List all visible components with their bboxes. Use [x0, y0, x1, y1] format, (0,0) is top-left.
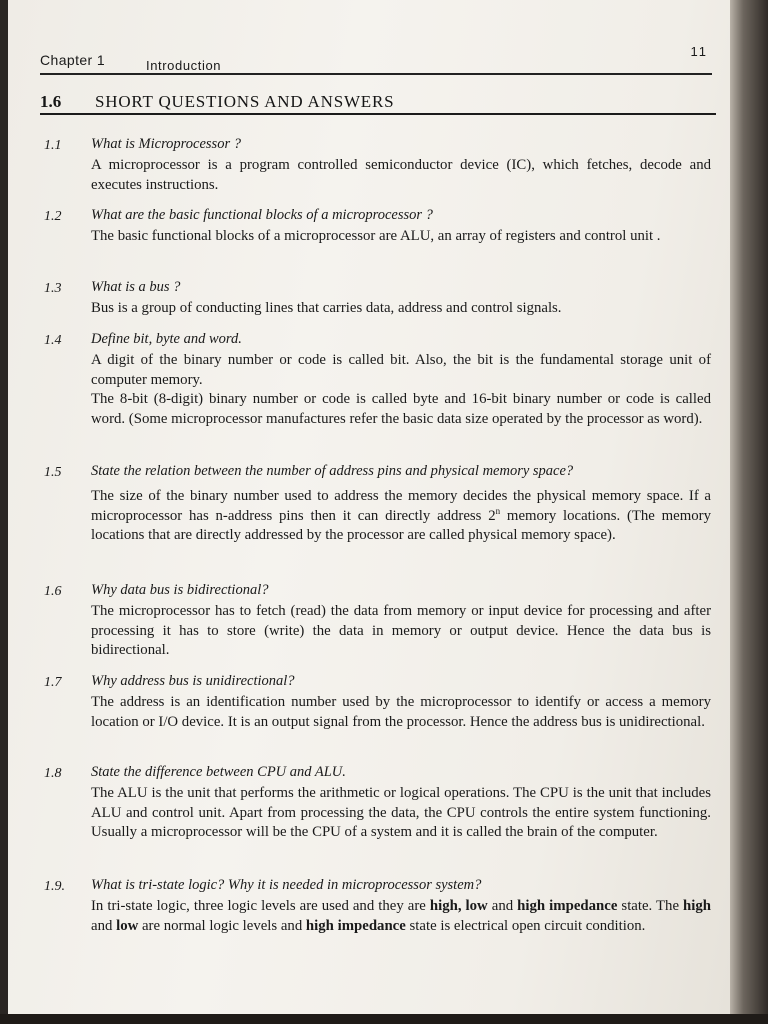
answer-bold-term: high	[683, 898, 712, 914]
answer-part: The size of the binary number used to address the memory decides the physical memory space. If a microprocessor has n-address pins then it can directly address 2	[91, 488, 711, 524]
answer-paragraph: The 8-bit (8-digit) binary number or code is called byte and 16-bit binary number or code is called word. (Some microprocessor manufactures refer the basic data size operated by the processor as word).	[91, 391, 711, 427]
answer-paragraph: A microprocessor is a program controlled semiconductor device (IC), which fetches, decode and executes instructions.	[91, 157, 711, 193]
question-number: 1.1	[44, 138, 62, 153]
answer-paragraph: The address is an identification number used by the microprocessor to identify or access a memory location or I/O device. It is an output signal from the processor. Hence the address bus is unidirectional.	[91, 694, 711, 730]
question-text: What is Microprocessor ?	[91, 136, 241, 152]
question-number: 1.4	[44, 333, 62, 348]
question-text: State the relation between the number of address pins and physical memory space?	[91, 463, 574, 479]
page-bottom-shadow	[0, 1014, 768, 1024]
answer-text	[91, 227, 711, 247]
question-number: 1.9.	[44, 879, 65, 894]
question-number: 1.5	[44, 465, 62, 480]
answer-paragraph: A digit of the binary number or code is called bit. Also, the bit is the fundamental storage unit of computer memory.	[91, 352, 711, 388]
answer-run: state. The	[617, 898, 684, 914]
section-rule	[40, 113, 716, 115]
chapter-label: Chapter 1	[40, 52, 106, 68]
question-number: 1.6	[44, 584, 62, 599]
section-number: 1.6	[40, 92, 62, 111]
answer-text	[91, 784, 711, 843]
section-heading	[40, 92, 712, 114]
answer-text	[91, 156, 711, 195]
answer-text	[91, 351, 711, 429]
answer-paragraph	[91, 487, 711, 546]
question-number: 1.8	[44, 766, 62, 781]
answer-run: are normal logic levels and	[138, 917, 306, 934]
answer-text	[91, 299, 711, 319]
running-header	[40, 44, 708, 74]
answer-bold-term: high impedance	[305, 917, 406, 934]
answer-run: and	[91, 917, 117, 934]
superscript: n	[495, 505, 501, 516]
question-number: 1.3	[44, 281, 62, 296]
answer-paragraph: Bus is a group of conducting lines that carries data, address and control signals.	[91, 300, 562, 316]
answer-paragraph: The ALU is the unit that performs the arithmetic or logical operations. The CPU is the unit that includes ALU and control unit. Apart from processing the data, the CPU controls the entire system functioning. Usually a microprocessor will be the CPU of a system and it is called the brain of the computer.	[91, 785, 711, 840]
question-text: Why data bus is bidirectional?	[91, 582, 269, 598]
question-text: State the difference between CPU and ALU.	[91, 764, 346, 780]
page-number: 11	[690, 44, 708, 59]
answer-run: In tri-state logic, three logic levels are used and they are	[91, 898, 430, 914]
section-title: SHORT QUESTIONS AND ANSWERS	[95, 92, 395, 111]
header-rule	[40, 73, 712, 75]
chapter-title: Introduction	[146, 58, 222, 73]
question-text: Why address bus is unidirectional?	[91, 673, 295, 689]
question-text: What is tri-state logic? Why it is needed in microprocessor system?	[91, 877, 482, 893]
answer-bold-term: low	[116, 917, 139, 934]
answer-text	[91, 602, 711, 661]
question-text: What is a bus ?	[91, 279, 181, 295]
question-number: 1.2	[44, 209, 62, 224]
answer-paragraph: The basic functional blocks of a microprocessor are ALU, an array of registers and control unit .	[91, 228, 661, 244]
question-text: What are the basic functional blocks of a microprocessor ?	[91, 207, 433, 223]
answer-paragraph: The microprocessor has to fetch (read) the data from memory or input device for processing and after processing it has to store (write) the data in memory or output device. Hence the data bus is bidirectional.	[91, 603, 711, 658]
answer-part: memory locations. (The memory locations that are directly addressed by the processor are called physical memory space).	[91, 507, 711, 543]
page-edge-shadow	[730, 0, 768, 1024]
answer-run: and	[487, 898, 518, 914]
answer-paragraph	[91, 897, 711, 936]
answer-text	[91, 897, 711, 936]
question-number: 1.7	[44, 675, 62, 690]
answer-bold-term: high impedance	[517, 898, 618, 914]
answer-run: state is electrical open circuit condition.	[405, 917, 646, 934]
question-text: Define bit, byte and word.	[91, 331, 242, 347]
answer-text	[91, 693, 711, 732]
book-page	[8, 0, 730, 1018]
answer-bold-term: high, low	[429, 898, 488, 914]
answer-text	[91, 487, 711, 546]
